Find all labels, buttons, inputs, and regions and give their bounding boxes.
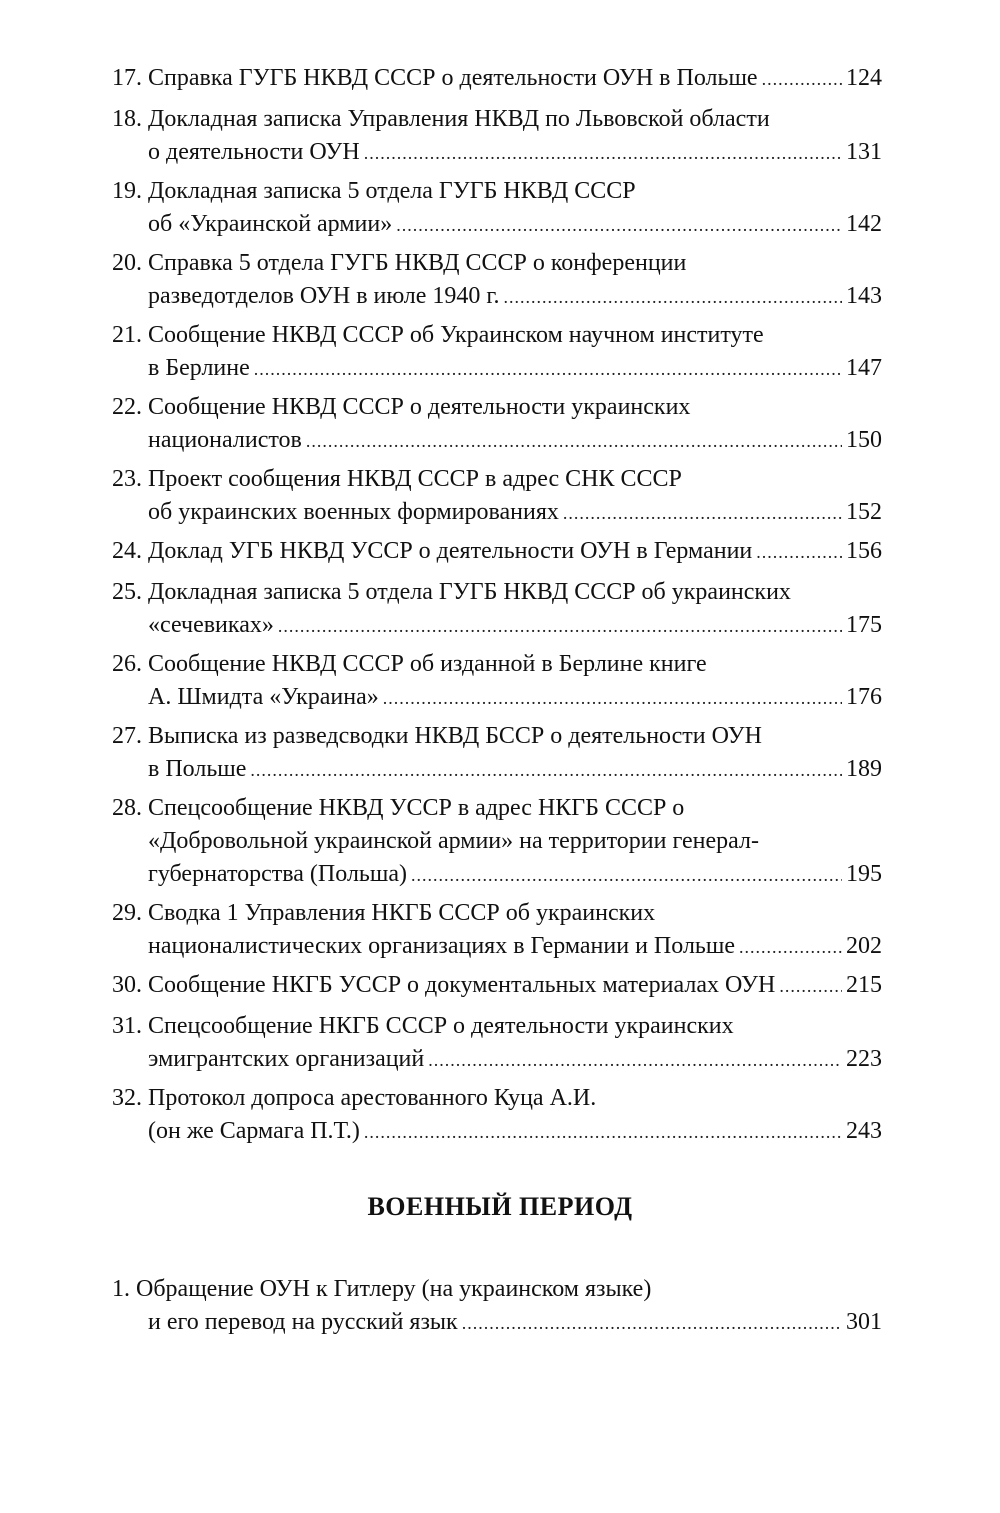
entry-number: 27. <box>112 723 142 749</box>
entry-number: 30. <box>112 972 142 998</box>
dot-leader <box>250 754 842 787</box>
entry-title: Справка 5 отдела ГУГБ НКВД СССР о конференции <box>148 250 687 276</box>
entry-title-continued: эмигрантских организаций <box>148 1046 425 1072</box>
entry-title: Справка ГУГБ НКВД СССР о деятельности ОУН в Польше <box>148 65 758 91</box>
entry-title-continued: разведотделов ОУН в июле 1940 г. <box>148 283 500 309</box>
toc-entry <box>112 103 882 169</box>
dot-leader <box>503 281 842 314</box>
toc-line <box>112 1273 882 1306</box>
entry-title-continued: об украинских военных формированиях <box>148 499 559 525</box>
entry-title: Выписка из разведсводки НКВД БССР о деятельности ОУН <box>148 723 762 749</box>
toc-line <box>112 463 882 496</box>
toc-entry <box>112 576 882 642</box>
page-number: 223 <box>846 1046 882 1072</box>
entry-title: Докладная записка 5 отдела ГУГБ НКВД СССР <box>148 178 636 204</box>
entry-title: Обращение ОУН к Гитлеру (на украинском языке) <box>136 1276 652 1302</box>
entry-number: 22. <box>112 394 142 420</box>
dot-leader <box>364 137 842 170</box>
toc-line <box>112 753 882 786</box>
entry-number: 24. <box>112 538 142 564</box>
page-number: 175 <box>846 612 882 638</box>
page-number: 152 <box>846 499 882 525</box>
entry-title-continued: о деятельности ОУН <box>148 139 360 165</box>
page-number: 195 <box>846 861 882 887</box>
toc-line <box>112 897 882 930</box>
page-number: 150 <box>846 427 882 453</box>
toc-line <box>112 208 882 241</box>
toc-line <box>112 681 882 714</box>
page-number: 124 <box>846 65 882 91</box>
toc-line <box>112 720 882 753</box>
toc-entry <box>112 720 882 786</box>
toc-entry <box>112 969 882 1002</box>
dot-leader <box>364 1116 842 1149</box>
toc-entry <box>112 319 882 385</box>
entry-title: Проект сообщения НКВД СССР в адрес СНК СССР <box>148 466 682 492</box>
dot-leader <box>254 353 842 386</box>
toc-line <box>112 62 882 95</box>
toc-entry <box>112 175 882 241</box>
entry-number: 23. <box>112 466 142 492</box>
toc-line <box>112 576 882 609</box>
toc-line <box>112 136 882 169</box>
toc-line <box>112 792 882 825</box>
entry-number: 18. <box>112 106 142 132</box>
toc-line <box>112 535 882 568</box>
toc-line <box>112 858 882 891</box>
toc-line <box>112 175 882 208</box>
toc-entry <box>112 1082 882 1148</box>
toc-line <box>112 319 882 352</box>
toc-line <box>112 930 882 963</box>
toc-line <box>112 424 882 457</box>
toc-line <box>112 280 882 313</box>
toc-entry <box>112 247 882 313</box>
entry-title-continued: националистических организациях в Германии и Польше <box>148 933 736 959</box>
dot-leader <box>428 1044 842 1077</box>
entry-title: Докладная записка Управления НКВД по Львовской области <box>148 106 770 132</box>
dot-leader <box>462 1307 842 1340</box>
toc-line <box>112 103 882 136</box>
entry-title-continued: «сечевиках» <box>148 612 274 638</box>
toc-entry <box>112 1273 882 1339</box>
entry-title: Сообщение НКВД СССР об изданной в Берлине книге <box>148 651 707 677</box>
entry-number: 28. <box>112 795 142 821</box>
dot-leader <box>383 682 842 715</box>
entry-number: 1. <box>112 1276 130 1302</box>
page-number: 189 <box>846 756 882 782</box>
toc-line <box>112 496 882 529</box>
page-number: 301 <box>846 1309 882 1335</box>
entry-title-continued: губернаторства (Польша) <box>148 861 407 887</box>
toc-line <box>112 391 882 424</box>
dot-leader <box>563 497 842 530</box>
toc-line <box>112 1082 882 1115</box>
entry-title-continued: националистов <box>148 427 302 453</box>
dot-leader <box>739 931 842 964</box>
toc-line <box>112 825 882 858</box>
entry-title-continued: «Добровольной украинской армии» на территории генерал- <box>148 828 759 854</box>
entry-title: Сообщение НКГБ УССР о документальных материалах ОУН <box>148 972 776 998</box>
entry-title: Сообщение НКВД СССР о деятельности украинских <box>148 394 691 420</box>
toc-entry <box>112 792 882 891</box>
entry-title-continued: А. Шмидта «Украина» <box>148 684 379 710</box>
page-number: 176 <box>846 684 882 710</box>
toc-line <box>112 247 882 280</box>
entry-title-continued: (он же Сармага П.Т.) <box>148 1118 360 1144</box>
toc-entry <box>112 463 882 529</box>
toc-line <box>112 1306 882 1339</box>
toc-line <box>112 648 882 681</box>
dot-leader <box>306 425 842 458</box>
entry-title: Доклад УГБ НКВД УССР о деятельности ОУН в Германии <box>148 538 753 564</box>
entry-title: Протокол допроса арестованного Куца А.И. <box>148 1085 597 1111</box>
entry-title: Сообщение НКВД СССР об Украинском научном институте <box>148 322 764 348</box>
section-title: ВОЕННЫЙ ПЕРИОД <box>367 1192 633 1221</box>
toc-line <box>112 1115 882 1148</box>
entry-number: 25. <box>112 579 142 605</box>
page-number: 243 <box>846 1118 882 1144</box>
page-number: 131 <box>846 139 882 165</box>
page-number: 215 <box>846 972 882 998</box>
toc-line <box>112 1043 882 1076</box>
entry-number: 20. <box>112 250 142 276</box>
page-number: 142 <box>846 211 882 237</box>
entry-title: Спецсообщение НКВД УССР в адрес НКГБ СССР о <box>148 795 685 821</box>
entry-title-continued: об «Украинской армии» <box>148 211 393 237</box>
toc-entry <box>112 1010 882 1076</box>
dot-leader <box>411 859 842 892</box>
toc-line <box>112 609 882 642</box>
dot-leader <box>278 610 842 643</box>
entry-title: Спецсообщение НКГБ СССР о деятельности украинских <box>148 1013 734 1039</box>
entry-number: 32. <box>112 1085 142 1111</box>
entry-title-continued: в Берлине <box>148 355 250 381</box>
dot-leader <box>396 209 842 242</box>
entry-number: 26. <box>112 651 142 677</box>
entry-number: 29. <box>112 900 142 926</box>
toc-entry <box>112 62 882 95</box>
toc-line <box>112 969 882 1002</box>
entry-title-continued: и его перевод на русский язык <box>148 1309 458 1335</box>
toc-line <box>112 352 882 385</box>
entry-number: 19. <box>112 178 142 204</box>
entry-number: 21. <box>112 322 142 348</box>
page-number: 156 <box>846 538 882 564</box>
toc-entry <box>112 391 882 457</box>
page-number: 143 <box>846 283 882 309</box>
toc-line <box>112 1010 882 1043</box>
entry-number: 17. <box>112 65 142 91</box>
entry-title: Докладная записка 5 отдела ГУГБ НКВД СССР об украинских <box>148 579 791 605</box>
toc-entry <box>112 897 882 963</box>
dot-leader <box>756 536 842 569</box>
toc-entry <box>112 535 882 568</box>
page-number: 202 <box>846 933 882 959</box>
entry-number: 31. <box>112 1013 142 1039</box>
dot-leader <box>762 63 842 96</box>
page-number: 147 <box>846 355 882 381</box>
entry-title-continued: в Польше <box>148 756 247 782</box>
toc-entry <box>112 648 882 714</box>
entry-title: Сводка 1 Управления НКГБ СССР об украинских <box>148 900 656 926</box>
dot-leader <box>779 970 842 1003</box>
